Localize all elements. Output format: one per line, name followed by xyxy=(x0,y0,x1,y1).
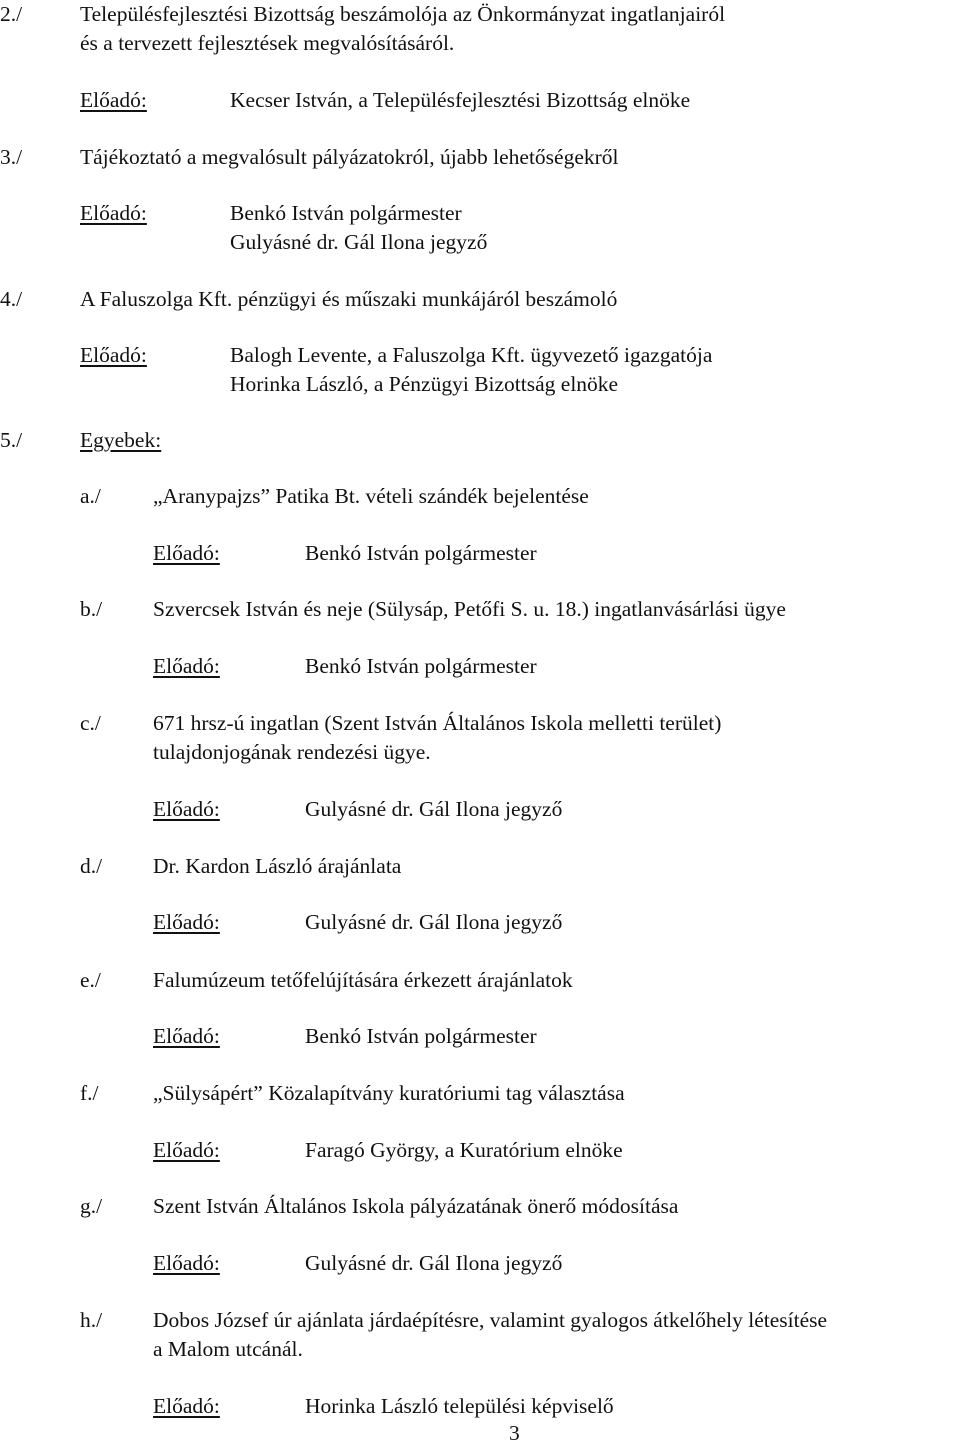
presenter-name: Horinka László, a Pénzügyi Bizottság elnöke xyxy=(230,372,619,396)
presenter-label: Előadó: xyxy=(80,343,147,367)
presenter-name: Balogh Levente, a Faluszolga Kft. ügyvezető igazgatója xyxy=(230,343,713,367)
presenter-name: Gulyásné dr. Gál Ilona jegyző xyxy=(305,797,563,821)
subitem-title-line: a Malom utcánál. xyxy=(153,1337,303,1361)
subitem-letter: d./ xyxy=(80,854,103,878)
item-title-line: Településfejlesztési Bizottság beszámolója az Önkormányzat ingatlanjairól xyxy=(80,2,726,26)
subitem-title-line: Dobos József úr ajánlata járdaépítésre, valamint gyalogos átkelőhely létesítése xyxy=(153,1308,828,1332)
presenter-label: Előadó: xyxy=(153,1394,220,1418)
subitem-title-line: „Aranypajzs” Patika Bt. vételi szándék bejelentése xyxy=(153,484,589,508)
presenter-name: Faragó György, a Kuratórium elnöke xyxy=(305,1138,623,1162)
presenter-label: Előadó: xyxy=(80,201,147,225)
presenter-label: Előadó: xyxy=(80,88,147,112)
subitem-letter: f./ xyxy=(80,1081,99,1105)
subitem-title-line: Dr. Kardon László árajánlata xyxy=(153,854,402,878)
presenter-label: Előadó: xyxy=(153,541,220,565)
presenter-label: Előadó: xyxy=(153,1024,220,1048)
presenter-name: Benkó István polgármester xyxy=(305,654,537,678)
subitem-title-line: Falumúzeum tetőfelújítására érkezett árajánlatok xyxy=(153,968,573,992)
item-title-line: A Faluszolga Kft. pénzügyi és műszaki munkájáról beszámoló xyxy=(80,287,618,311)
subitem-title-line: „Sülysápért” Közalapítvány kuratóriumi tag választása xyxy=(153,1081,625,1105)
subitem-title-line: tulajdonjogának rendezési ügye. xyxy=(153,740,431,764)
presenter-name: Gulyásné dr. Gál Ilona jegyző xyxy=(305,910,563,934)
subitem-letter: b./ xyxy=(80,597,103,621)
subitem-letter: g./ xyxy=(80,1194,103,1218)
presenter-name: Kecser István, a Településfejlesztési Bizottság elnöke xyxy=(230,88,691,112)
subitem-letter: e./ xyxy=(80,968,101,992)
item-title-line: és a tervezett fejlesztések megvalósításáról. xyxy=(80,31,455,55)
subitem-letter: c./ xyxy=(80,711,101,735)
item-number: 2./ xyxy=(0,2,23,26)
subitem-title-line: 671 hrsz-ú ingatlan (Szent István Általános Iskola melletti terület) xyxy=(153,711,722,735)
subitem-title-line: Szent István Általános Iskola pályázatának önerő módosítása xyxy=(153,1194,679,1218)
page-number: 3 xyxy=(509,1421,520,1445)
presenter-label: Előadó: xyxy=(153,797,220,821)
presenter-label: Előadó: xyxy=(153,1251,220,1275)
presenter-name: Gulyásné dr. Gál Ilona jegyző xyxy=(230,230,488,254)
item-title-line: Tájékoztató a megvalósult pályázatokról, újabb lehetőségekről xyxy=(80,145,619,169)
subitem-letter: a./ xyxy=(80,484,101,508)
presenter-label: Előadó: xyxy=(153,654,220,678)
item-number: 5./ xyxy=(0,428,23,452)
subitem-letter: h./ xyxy=(80,1308,103,1332)
presenter-name: Benkó István polgármester xyxy=(305,541,537,565)
subitem-title-line: Szvercsek István és neje (Sülysáp, Petőfi S. u. 18.) ingatlanvásárlási ügye xyxy=(153,597,786,621)
item-number: 3./ xyxy=(0,145,23,169)
presenter-name: Benkó István polgármester xyxy=(305,1024,537,1048)
section-title: Egyebek: xyxy=(80,428,162,452)
presenter-name: Gulyásné dr. Gál Ilona jegyző xyxy=(305,1251,563,1275)
presenter-name: Benkó István polgármester xyxy=(230,201,462,225)
presenter-name: Horinka László települési képviselő xyxy=(305,1394,614,1418)
item-number: 4./ xyxy=(0,287,23,311)
presenter-label: Előadó: xyxy=(153,1138,220,1162)
presenter-label: Előadó: xyxy=(153,910,220,934)
